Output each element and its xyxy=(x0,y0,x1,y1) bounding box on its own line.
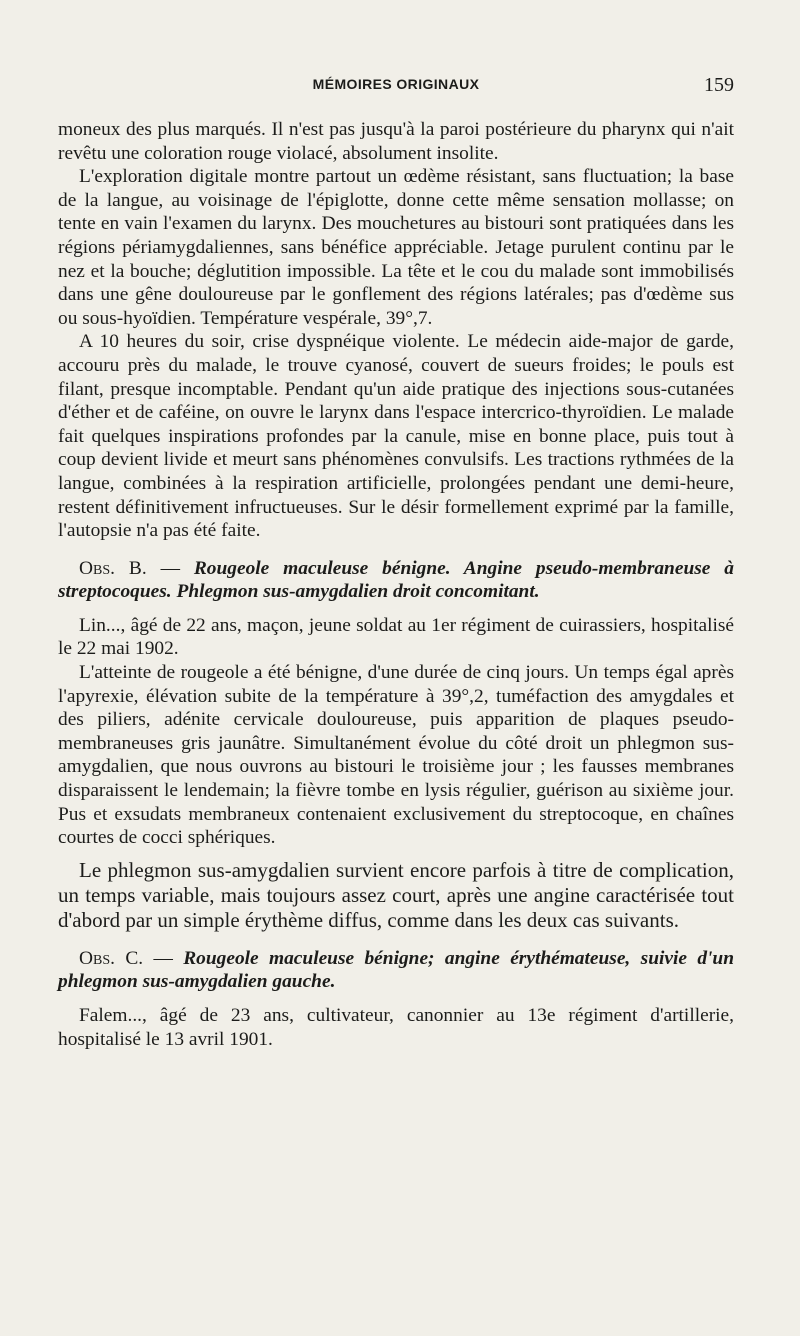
paragraph-patient-falem: Falem..., âgé de 23 ans, cultivateur, canonnier au 13e régiment d'artillerie, hospitalisé le 13 avril 1901. xyxy=(58,1005,734,1050)
observation-c-dash: — xyxy=(143,947,184,969)
observation-c-heading xyxy=(58,947,734,994)
page-number: 159 xyxy=(704,74,734,96)
observation-b-dash: — xyxy=(146,557,194,579)
observation-b-label: Obs. B. xyxy=(79,557,147,579)
paragraph-crisis: A 10 heures du soir, crise dyspnéique violente. Le médecin aide-major de garde, accouru près du malade, le trouve cyanosé, couvert de sueurs froides; le pouls est filant, presque incomptable. Pendant qu'un aide pratique des injections sous-cutanées d'éther et de caféine, on ouvre le larynx dans l'espace intercrico-thyroïdien. Le malade fait quelques inspirations profondes par la canule, mise en bonne place, puis tout à coup devient livide et meurt sans phénomènes convulsifs. Les tractions rythmées de la langue, combinées à la respiration artificielle, prolongées pendant une demi-heure, restent définitivement infructueuses. Sur le désir formellement exprimé par la famille, l'autopsie n'a pas été faite. xyxy=(58,331,734,542)
running-header xyxy=(58,76,734,106)
paragraph-patient-lin: Lin..., âgé de 22 ans, maçon, jeune soldat au 1er régiment de cuirassiers, hospitalisé le 22 mai 1902. xyxy=(58,614,734,660)
observation-c-title: Rougeole maculeuse bénigne; angine érythémateuse, suivie d'un phlegmon sus-amygdalien gauche. xyxy=(58,947,734,993)
paragraph-continuation: moneux des plus marqués. Il n'est pas jusqu'à la paroi postérieure du pharynx qui n'ait revêtu une coloration rouge violacé, absolument insolite. xyxy=(58,119,734,164)
paragraph-exploration: L'exploration digitale montre partout un œdème résistant, sans fluctuation; la base de la langue, au voisinage de l'épiglotte, donne cette même sensation mollasse; on tente en vain l'examen du larynx. Des mouchetures au bistouri sont pratiquées dans les régions périamygdaliennes, sans bénéfice appréciable. Jetage purulent continu par le nez et la bouche; déglutition impossible. La tête et le cou du malade sont immobilisés dans une gêne douloureuse par le gonflement des régions latérales; pas d'œdème sus ou sous-hyoïdien. Température vespérale, 39°,7. xyxy=(58,166,734,329)
paragraph-rougeole-course: L'atteinte de rougeole a été bénigne, d'une durée de cinq jours. Un temps égal après l'apyrexie, élévation subite de la température à 39°,2, tuméfaction des amygdales et des piliers, adénite cervicale douloureuse, puis apparition de plaques pseudo-membraneuses gris jaunâtre. Simultanément évolue du côté droit un phlegmon sus-amygdalien, que nous ouvrons au bistouri le troisième jour ; les fausses membranes disparaissent le lendemain; la fièvre tombe en lysis régulier, guérison au sixième jour. Pus et exsudats membraneux contenaient exclusivement du streptocoque, en chaînes courtes de cocci sphériques. xyxy=(58,662,734,849)
running-title: MÉMOIRES ORIGINAUX xyxy=(312,76,480,92)
paragraph-phlegmon-general: Le phlegmon sus-amygdalien survient encore parfois à titre de complication, un temps variable, mais toujours assez court, après une angine caractérisée tout d'abord par un simple érythème diffus, comme dans les deux cas suivants. xyxy=(58,857,734,932)
observation-b-title: Rougeole maculeuse bénigne. Angine pseudo-membraneuse à streptocoques. Phlegmon sus-amygdalien droit concomitant. xyxy=(58,557,734,603)
observation-b-heading xyxy=(58,557,734,604)
observation-c-label: Obs. C. xyxy=(79,947,144,969)
